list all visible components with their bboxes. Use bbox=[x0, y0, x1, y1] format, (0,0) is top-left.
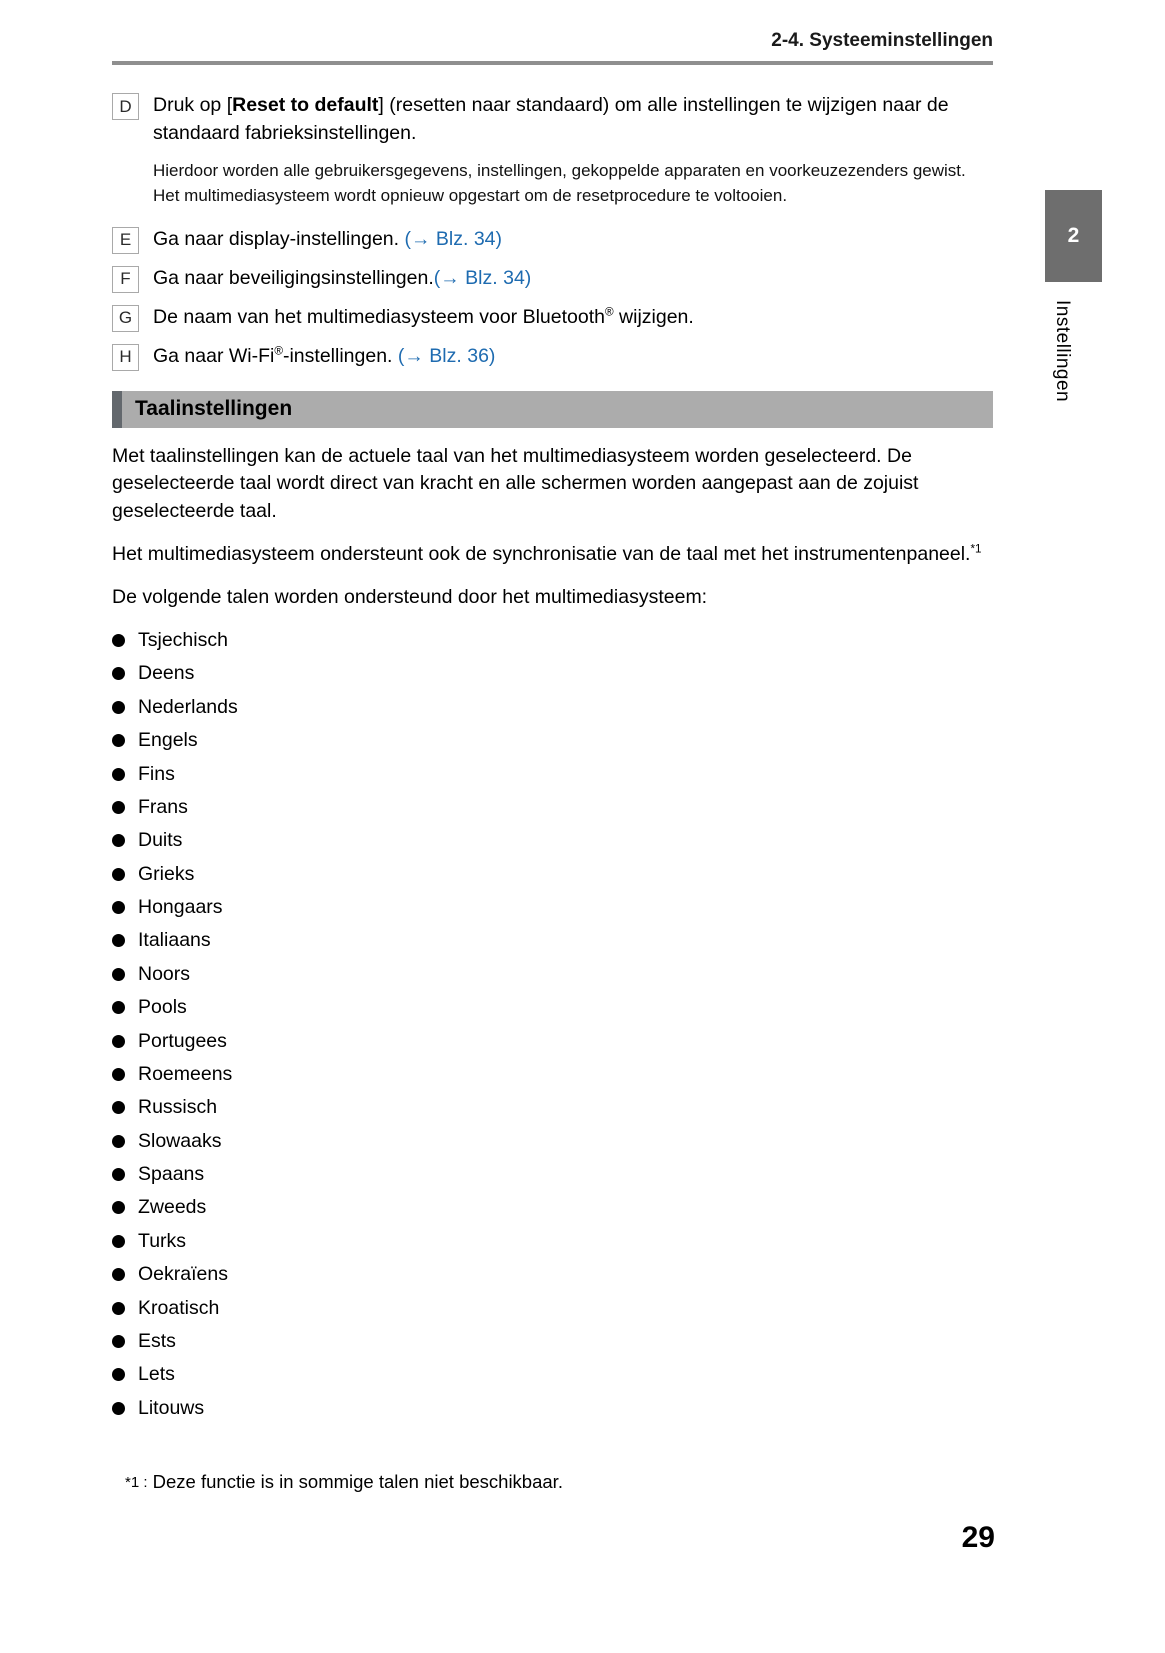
language-item bbox=[112, 1291, 993, 1324]
item-text-segment: ] (resetten naar standaard) om alle instellingen te wijzigen naar de standaard fabrieksinstellingen. bbox=[153, 94, 949, 145]
item-row-f bbox=[112, 264, 993, 293]
bullet-icon bbox=[112, 1001, 125, 1014]
bullet-icon bbox=[112, 1101, 125, 1114]
note-text: Hierdoor worden alle gebruikersgegevens, instellingen, gekoppelde apparaten en voorkeuzezenders gewist. Het multimediasysteem wordt opnieuw opgestart om de resetprocedure te voltooien. bbox=[153, 160, 966, 206]
language-item bbox=[112, 1191, 993, 1224]
language-item bbox=[112, 1392, 993, 1425]
language-label: Hongaars bbox=[138, 896, 223, 919]
footnote-text: Deze functie is in sommige talen niet beschikbaar. bbox=[147, 1470, 563, 1492]
language-item bbox=[112, 1358, 993, 1391]
language-label: Turks bbox=[138, 1229, 187, 1252]
bullet-icon bbox=[112, 667, 125, 680]
language-label: Zweeds bbox=[138, 1196, 207, 1219]
bullet-icon bbox=[112, 1068, 125, 1081]
bullet-icon bbox=[112, 1402, 125, 1415]
bullet-icon bbox=[112, 1168, 125, 1181]
language-item bbox=[112, 724, 993, 757]
footnote-marker: *1 : bbox=[125, 1473, 148, 1491]
paragraph-text: Het multimediasysteem ondersteunt ook de synchronisatie van de taal met het instrumentenpaneel. bbox=[112, 543, 971, 566]
language-item bbox=[112, 924, 993, 957]
item-row-h bbox=[112, 342, 993, 371]
language-label: Lets bbox=[138, 1363, 175, 1386]
paragraph bbox=[112, 541, 993, 569]
language-item bbox=[112, 757, 993, 790]
language-label: Roemeens bbox=[138, 1062, 233, 1085]
footnote bbox=[112, 1471, 993, 1493]
instruction-items bbox=[112, 91, 993, 371]
language-item bbox=[112, 1091, 993, 1124]
language-item bbox=[112, 657, 993, 690]
page-number: 29 bbox=[961, 1521, 995, 1554]
letter-label: E bbox=[119, 230, 132, 250]
section-bar-cap bbox=[112, 391, 122, 428]
language-label: Kroatisch bbox=[138, 1296, 220, 1319]
language-label: Ests bbox=[138, 1329, 176, 1352]
item-row-g bbox=[112, 303, 993, 332]
letter-label: D bbox=[119, 96, 132, 116]
language-item bbox=[112, 958, 993, 991]
footnote-ref: *1 bbox=[970, 542, 982, 556]
page-header-text: 2-4. Systeeminstellingen bbox=[771, 30, 993, 51]
bullet-icon bbox=[112, 968, 125, 981]
language-item bbox=[112, 991, 993, 1024]
letter-label: H bbox=[119, 347, 132, 367]
item-text bbox=[153, 225, 502, 253]
language-label: Oekraïens bbox=[138, 1263, 228, 1286]
page-reference-link[interactable]: (→ Blz. 34) bbox=[433, 266, 532, 289]
bullet-icon bbox=[112, 901, 125, 914]
language-label: Engels bbox=[138, 729, 198, 752]
item-text-segment: Ga naar display-instellingen. bbox=[153, 227, 405, 250]
item-text-segment: wijzigen. bbox=[613, 305, 694, 328]
language-item bbox=[112, 1058, 993, 1091]
language-item bbox=[112, 791, 993, 824]
item-text-segment: -instellingen. bbox=[282, 344, 398, 367]
item-text-segment: De naam van het multimediasysteem voor Bluetooth bbox=[153, 305, 605, 328]
bullet-icon bbox=[112, 701, 125, 714]
bullet-icon bbox=[112, 734, 125, 747]
language-item bbox=[112, 1024, 993, 1057]
language-label: Nederlands bbox=[138, 695, 238, 718]
page-header bbox=[112, 30, 993, 65]
bullet-icon bbox=[112, 834, 125, 847]
language-item bbox=[112, 1258, 993, 1291]
section-title-bar bbox=[112, 391, 993, 428]
language-item bbox=[112, 691, 993, 724]
language-label: Slowaaks bbox=[138, 1129, 222, 1152]
registered-trademark-symbol: ® bbox=[604, 305, 614, 319]
item-text bbox=[153, 342, 495, 370]
item-text-segment: Ga naar beveiligingsinstellingen. bbox=[153, 266, 434, 289]
item-text bbox=[153, 303, 694, 331]
language-label: Tsjechisch bbox=[138, 629, 228, 652]
chapter-tab-number: 2 bbox=[1067, 224, 1080, 247]
bullet-icon bbox=[112, 1335, 125, 1348]
language-item bbox=[112, 891, 993, 924]
bullet-icon bbox=[112, 1368, 125, 1381]
page-content bbox=[112, 30, 993, 1493]
language-item bbox=[112, 1158, 993, 1191]
language-label: Duits bbox=[138, 829, 183, 852]
language-item bbox=[112, 858, 993, 891]
language-label: Noors bbox=[138, 962, 191, 985]
language-label: Portugees bbox=[138, 1029, 227, 1052]
item-text bbox=[153, 91, 993, 148]
letter-box-e bbox=[112, 227, 139, 254]
letter-box-g bbox=[112, 305, 139, 332]
language-item bbox=[112, 624, 993, 657]
chapter-side-label: Instellingen bbox=[1052, 300, 1073, 403]
bullet-icon bbox=[112, 1235, 125, 1248]
language-item bbox=[112, 1125, 993, 1158]
bullet-icon bbox=[112, 768, 125, 781]
language-label: Pools bbox=[138, 996, 187, 1019]
item-text-segment: Druk op [ bbox=[153, 94, 233, 116]
bullet-icon bbox=[112, 1201, 125, 1214]
section-title: Taalinstellingen bbox=[135, 397, 293, 421]
item-text-segment: Ga naar Wi-Fi bbox=[153, 344, 275, 367]
bullet-icon bbox=[112, 934, 125, 947]
letter-box-f bbox=[112, 266, 139, 293]
bullet-icon bbox=[112, 1268, 125, 1281]
item-row-e bbox=[112, 225, 993, 254]
letter-label: F bbox=[120, 269, 131, 289]
page-reference-link[interactable]: (→ Blz. 36) bbox=[397, 344, 496, 367]
language-label: Russisch bbox=[138, 1096, 218, 1119]
language-label: Fins bbox=[138, 762, 175, 785]
item-text-bold: Reset to default bbox=[232, 94, 379, 116]
bullet-icon bbox=[112, 634, 125, 647]
language-item bbox=[112, 1325, 993, 1358]
item-text bbox=[153, 264, 531, 292]
paragraph: De volgende talen worden ondersteund door het multimediasysteem: bbox=[112, 586, 708, 609]
registered-trademark-symbol: ® bbox=[274, 344, 283, 358]
language-item bbox=[112, 1225, 993, 1258]
language-label: Spaans bbox=[138, 1163, 205, 1186]
language-label: Deens bbox=[138, 662, 195, 685]
language-label: Frans bbox=[138, 795, 188, 818]
paragraph: Met taalinstellingen kan de actuele taal van het multimediasysteem worden geselecteerd. De geselecteerde taal wordt direct van kracht en alle schermen worden aangepast aan de zojuist geselecteerde taal. bbox=[112, 444, 919, 523]
letter-box-d bbox=[112, 93, 139, 120]
bullet-icon bbox=[112, 1035, 125, 1048]
bullet-icon bbox=[112, 1135, 125, 1148]
language-list bbox=[112, 624, 993, 1425]
item-row-d bbox=[112, 91, 993, 148]
letter-label: G bbox=[118, 308, 133, 328]
bullet-icon bbox=[112, 1302, 125, 1315]
language-label: Italiaans bbox=[138, 929, 211, 952]
bullet-icon bbox=[112, 868, 125, 881]
letter-box-h bbox=[112, 344, 139, 371]
bullet-icon bbox=[112, 801, 125, 814]
language-label: Litouws bbox=[138, 1396, 205, 1419]
language-label: Grieks bbox=[138, 862, 195, 885]
language-item bbox=[112, 824, 993, 857]
page-reference-link[interactable]: (→ Blz. 34) bbox=[404, 227, 503, 250]
chapter-tab bbox=[1045, 190, 1102, 282]
